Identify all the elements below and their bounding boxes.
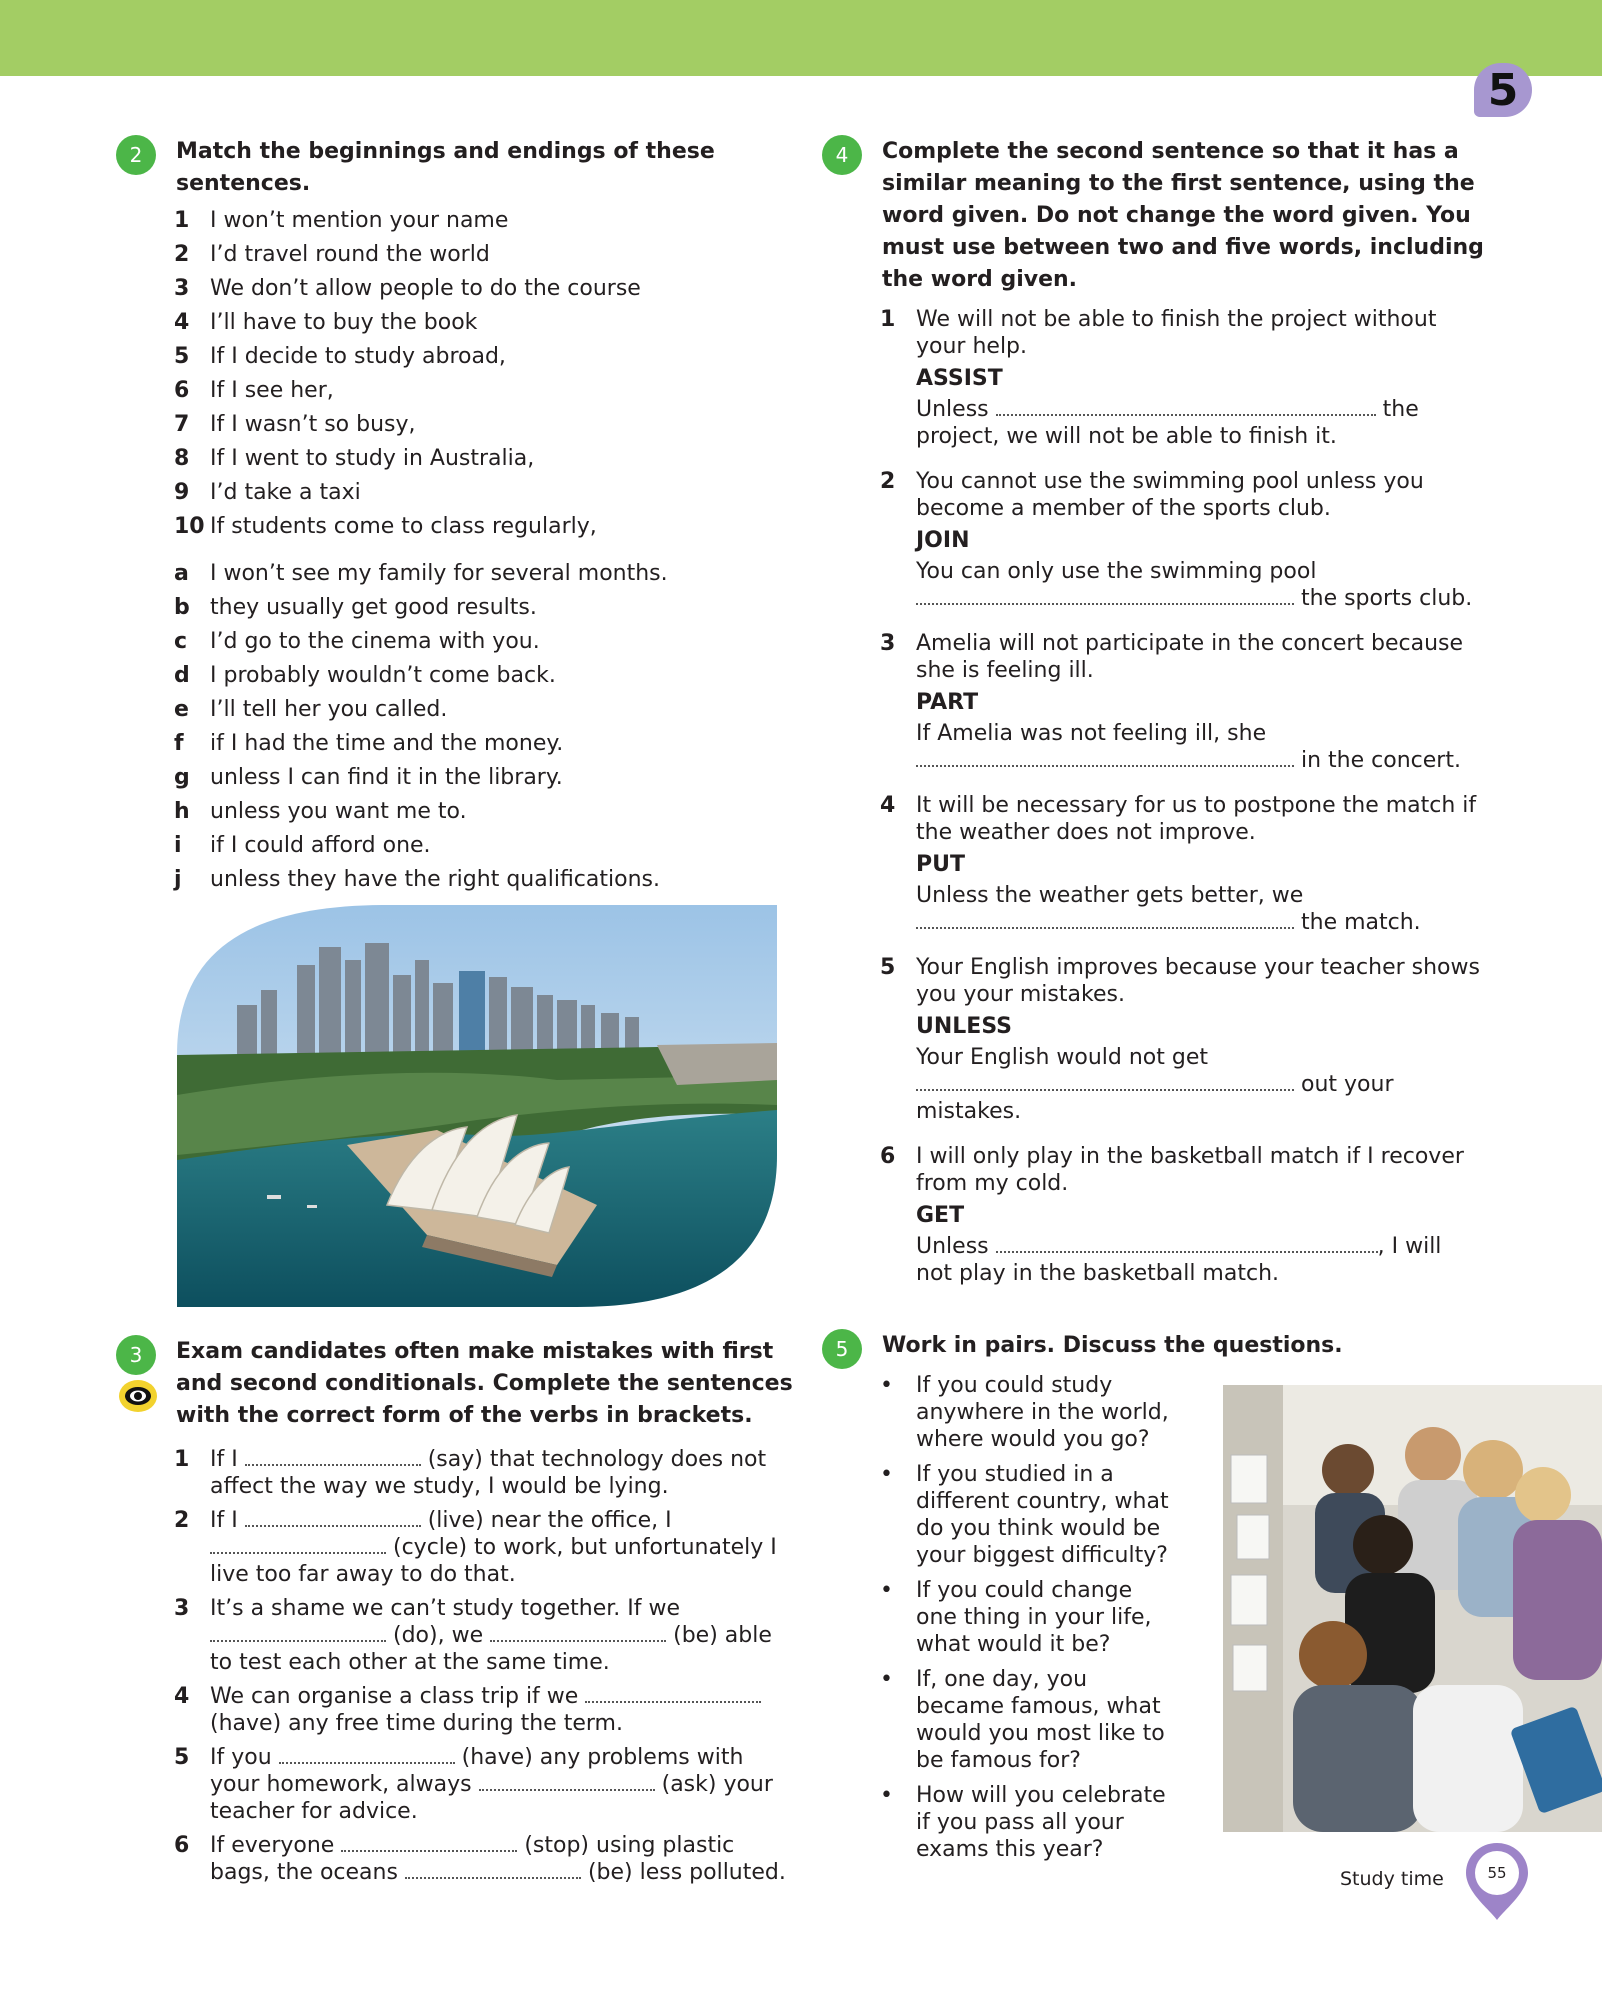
answer-blank[interactable] (245, 1507, 421, 1527)
list-item: • If you could study anywhere in the world, where would you go? (880, 1372, 1180, 1453)
exercise-4-heading (822, 136, 1488, 296)
answer-sentence: If Amelia was not feeling ill, she in the concert. (916, 721, 1461, 773)
exam-tip-eye-icon (118, 1378, 158, 1414)
page-number: 55 (1487, 1864, 1507, 1882)
exercise-3 (116, 1336, 796, 1886)
list-item: 2 I’d travel round the world (174, 242, 490, 267)
answer-blank[interactable] (245, 1446, 421, 1466)
list-item: 9 I’d take a taxi (174, 480, 361, 505)
key-word: JOIN (916, 528, 970, 553)
right-column-lower (822, 1330, 1343, 1871)
list-item: 4 It will be necessary for us to postpone the match if the weather does not improve. PUT Unless the weather gets better, we the match. (880, 792, 1484, 936)
answer-blank[interactable] (479, 1771, 655, 1791)
key-word: UNLESS (916, 1014, 1013, 1039)
original-sentence: I will only play in the basketball match if I recover from my cold. (916, 1144, 1464, 1196)
exercise-2 (116, 136, 796, 897)
original-sentence: You cannot use the swimming pool unless you become a member of the sports club. (916, 469, 1424, 521)
list-item: • If you could change one thing in your life, what would it be? (880, 1577, 1180, 1658)
answer-sentence: Your English would not get out your mistakes. (916, 1045, 1394, 1124)
exercise-2-instruction: Match the beginnings and endings of these sentences. (176, 139, 715, 196)
list-item: 2 If I (live) near the office, I (cycle) to work, but unfortunately I live too far away to do that. (174, 1508, 777, 1587)
answer-blank[interactable] (916, 585, 1294, 605)
exercise-2-heading (116, 136, 796, 200)
list-item: b they usually get good results. (174, 595, 537, 620)
original-sentence: Your English improves because your teacher shows you your mistakes. (916, 955, 1480, 1007)
list-item: 10 If students come to class regularly, (174, 514, 597, 539)
discussion-questions-list (880, 1372, 1180, 1863)
list-item: 1 If I (say) that technology does not affect the way we study, I would be lying. (174, 1447, 767, 1499)
list-item: • How will you celebrate if you pass all your exams this year? (880, 1782, 1180, 1863)
conditionals-list (174, 1446, 786, 1886)
original-sentence: It will be necessary for us to postpone the match if the weather does not improve. (916, 793, 1477, 845)
exercise-5 (822, 1330, 1343, 1863)
answer-blank[interactable] (405, 1859, 581, 1879)
list-item: 5 Your English improves because your teacher shows you your mistakes. UNLESS Your English would not get out your mistakes. (880, 954, 1484, 1125)
left-column-lower (116, 1336, 796, 1893)
answer-sentence: Unless the project, we will not be able to finish it. (916, 397, 1419, 449)
footer-section-title: Study time (1340, 1868, 1444, 1890)
list-item: i if I could afford one. (174, 833, 431, 858)
answer-blank[interactable] (490, 1622, 666, 1642)
original-sentence: We will not be able to finish the project without your help. (916, 307, 1437, 359)
list-item: 2 You cannot use the swimming pool unless you become a member of the sports club. JOIN You can only use the swimming pool the sports club. (880, 468, 1484, 612)
left-column (116, 136, 796, 897)
answer-blank[interactable] (916, 909, 1294, 929)
list-item: j unless they have the right qualifications. (174, 867, 660, 892)
header-bar (0, 0, 1602, 76)
list-item: h unless you want me to. (174, 799, 467, 824)
sentence-beginnings-list (174, 204, 796, 544)
list-item: g unless I can find it in the library. (174, 765, 563, 790)
list-item: 1 I won’t mention your name (174, 208, 509, 233)
answer-blank[interactable] (916, 1071, 1294, 1091)
list-item: 6 If everyone (stop) using plastic bags, the oceans (be) less polluted. (174, 1833, 786, 1885)
list-item: e I’ll tell her you called. (174, 697, 448, 722)
list-item: 1 We will not be able to finish the project without your help. ASSIST Unless the project, we will not be able to finish it. (880, 306, 1484, 450)
exercise-5-instruction: Work in pairs. Discuss the questions. (882, 1333, 1343, 1358)
list-item: • If you studied in a different country, what do you think would be your biggest difficulty? (880, 1461, 1180, 1569)
list-item: 8 If I went to study in Australia, (174, 446, 535, 471)
list-item: 3 We don’t allow people to do the course (174, 276, 641, 301)
answer-blank[interactable] (996, 396, 1376, 416)
exercise-3-heading (116, 1336, 796, 1432)
answer-blank[interactable] (916, 747, 1294, 767)
list-item: 6 If I see her, (174, 378, 334, 403)
list-item: 3 Amelia will not participate in the concert because she is feeling ill. PART If Amelia was not feeling ill, she in the concert. (880, 630, 1484, 774)
answer-blank[interactable] (341, 1832, 517, 1852)
list-item: 6 I will only play in the basketball match if I recover from my cold. GET Unless , I will not play in the basketball match. (880, 1143, 1484, 1287)
list-item: f if I had the time and the money. (174, 731, 564, 756)
answer-blank[interactable] (279, 1744, 455, 1764)
list-item: 4 I’ll have to buy the book (174, 310, 478, 335)
exercise-3-instruction: Exam candidates often make mistakes with first and second conditionals. Complete the sentences with the correct form of the verbs in brackets. (176, 1339, 793, 1428)
list-item: d I probably wouldn’t come back. (174, 663, 556, 688)
key-word-transformation-list (880, 306, 1484, 1287)
exercise-4 (822, 136, 1488, 1287)
key-word: GET (916, 1203, 965, 1228)
exercise-number-badge: 4 (822, 135, 862, 175)
list-item: 5 If you (have) any problems with your homework, always (ask) your teacher for advice. (174, 1745, 773, 1824)
exercise-4-instruction: Complete the second sentence so that it has a similar meaning to the first sentence, using the word given. Do not change the word given. You must use between two and five words, including the word given. (882, 139, 1484, 292)
key-word: PART (916, 690, 979, 715)
exercise-number-badge: 5 (822, 1329, 862, 1369)
list-item: 5 If I decide to study abroad, (174, 344, 506, 369)
sentence-endings-list (174, 557, 796, 897)
list-item: 3 It’s a shame we can’t study together. If we (do), we (be) able to test each other at the same time. (174, 1596, 772, 1675)
answer-sentence: Unless , I will not play in the basketball match. (916, 1234, 1442, 1286)
list-item: 7 If I wasn’t so busy, (174, 412, 416, 437)
original-sentence: Amelia will not participate in the concert because she is feeling ill. (916, 631, 1464, 683)
answer-sentence: Unless the weather gets better, we the match. (916, 883, 1421, 935)
students-photo (1223, 1385, 1602, 1832)
right-column (822, 136, 1488, 1305)
list-item: c I’d go to the cinema with you. (174, 629, 540, 654)
list-item: a I won’t see my family for several months. (174, 561, 668, 586)
list-item: • If, one day, you became famous, what would you most like to be famous for? (880, 1666, 1180, 1774)
answer-sentence: You can only use the swimming pool the sports club. (916, 559, 1473, 611)
answer-blank[interactable] (996, 1233, 1378, 1253)
exercise-number-badge: 2 (116, 135, 156, 175)
sydney-opera-house-photo (177, 905, 777, 1307)
answer-blank[interactable] (210, 1534, 386, 1554)
unit-badge: 5 (1474, 63, 1532, 117)
key-word: ASSIST (916, 366, 1003, 391)
key-word: PUT (916, 852, 965, 877)
exercise-number-badge: 3 (116, 1335, 156, 1375)
list-item: 4 We can organise a class trip if we (have) any free time during the term. (174, 1683, 786, 1737)
answer-blank[interactable] (585, 1683, 761, 1703)
answer-blank[interactable] (210, 1622, 386, 1642)
exercise-5-heading (822, 1330, 1382, 1362)
